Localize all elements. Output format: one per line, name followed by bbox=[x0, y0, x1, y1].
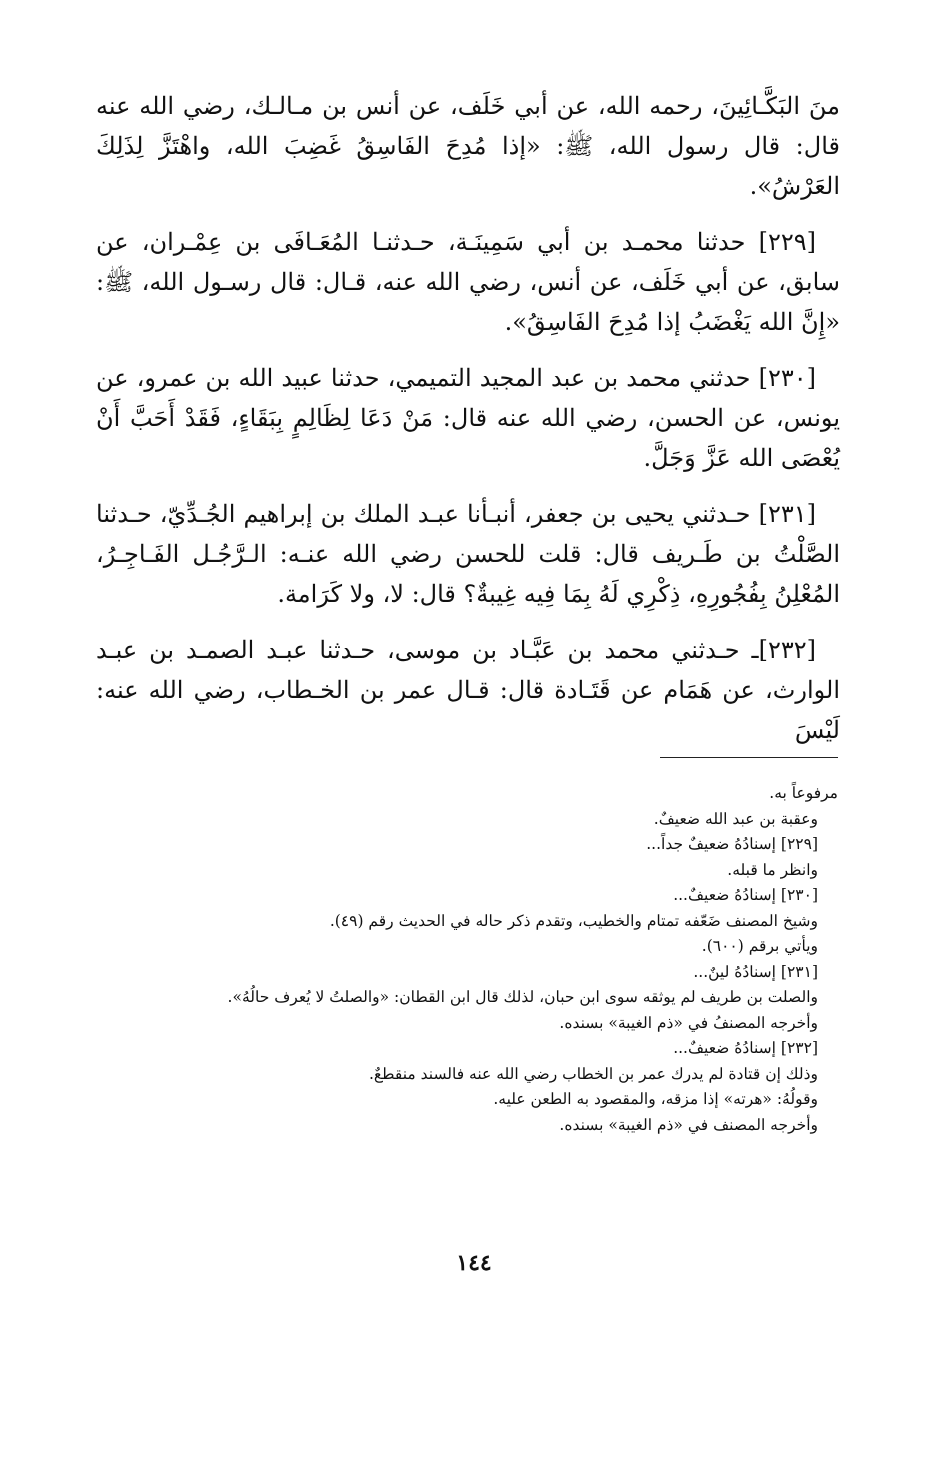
footnote-line: وانظر ما قبله. bbox=[727, 860, 818, 879]
footnote-line: [٢٣١] إسنادُهُ لينٌ... bbox=[693, 962, 818, 981]
footnotes-block bbox=[96, 781, 838, 1138]
footnote-line: وعقبة بن عبد الله ضعيفٌ. bbox=[653, 809, 818, 828]
footnote-line: وأخرجه المصنف في «ذم الغيبة» بسنده. bbox=[559, 1115, 818, 1134]
page-number: ١٤٤ bbox=[456, 1250, 492, 1276]
paragraph-intro: منَ البَكَّـائِينَ، رحمه الله، عن أبي خَلَف، عن أنس بن مـالـك، رضي الله عنه قال: قال رسول الله، ﷺ: «إذا مُدِحَ الفَاسِقُ غَضِبَ الله، واهْتَزَّ لِذَلِكَ العَرْشُ». bbox=[96, 92, 840, 200]
footnote-line: [٢٣٠] إسنادُهُ ضعيفٌ... bbox=[673, 886, 818, 904]
paragraph-hadith-230: [٢٣٠] حدثني محمد بن عبد المجيد التميمي، حدثنا عبيد الله بن عمرو، عن يونس، عن الحسن، رضي الله عنه قال: مَنْ دَعَا لِظَالِمٍ بِبَقَاءٍ، فَقَدْ أَحَبَّ أَنْ يُعْصَى الله عَزَّ وَجَلَّ. bbox=[96, 364, 840, 472]
footnote-line: وقولُهُ: «هرته» إذا مزقه، والمقصود به الطعن عليه. bbox=[493, 1090, 818, 1108]
footnote-line: [٢٢٩] إسنادُهُ ضعيفٌ جداً... bbox=[646, 835, 818, 853]
footnote-line: [٢٣٢] إسنادُهُ ضعيفٌ... bbox=[673, 1039, 818, 1057]
main-text-block bbox=[96, 86, 840, 766]
footnote-line: وذلك إن قتادة لم يدرك عمر بن الخطاب رضي الله عنه فالسند منقطعٌ. bbox=[369, 1064, 818, 1083]
footnote-line: ويأتي برقم (٦٠٠). bbox=[701, 937, 818, 955]
paragraph-hadith-229: [٢٢٩] حدثنا محمـد بن أبي سَمِينَـة، حـدثنـا المُعَـافَى بن عِمْـران، عن سابق، عن أبي خَلَف، عن أنس، رضي الله عنه، قـال: قال رسـول الله، ﷺ: «إِنَّ الله يَغْضَبُ إذا مُدِحَ الفَاسِقُ». bbox=[96, 228, 840, 336]
footnote-line: وأخرجه المصنفُ في «ذم الغيبة» بسنده. bbox=[559, 1013, 818, 1032]
footnote-divider bbox=[660, 757, 838, 758]
paragraph-hadith-232: [٢٣٢]ـ حـدثني محمد بن عَبَّـاد بن موسى، حـدثنا عبـد الصمـد بن عبـد الوارث، عن هَمَام عن قَتَـادة قال: قـال عمر بن الخـطاب، رضي الله عنه: لَيْسَ bbox=[96, 636, 840, 744]
footnote-line: وشيخ المصنف ضَعّفه تمتام والخطيب، وتقدم ذكر حاله في الحديث رقم (٤٩). bbox=[329, 911, 818, 930]
footnote-line: مرفوعاً به. bbox=[769, 784, 838, 802]
footnote-line: والصلت بن طريف لم يوثقه سوى ابن حبان، لذلك قال ابن القطان: «والصلتُ لا يُعرف حالُهُ». bbox=[227, 988, 818, 1006]
paragraph-hadith-231: [٢٣١] حـدثني يحيى بن جعفر، أنبـأنا عبـد الملك بن إبراهيم الجُـدِّيّ، حـدثنا الصَّلْتُ بن طَـريف قال: قلت للحسن رضي الله عنـه: الـرَّجُـل الفَـاجِـرُ، المُعْلِنُ بِفُجُورِهِ، ذِكْرِي لَهُ بِمَا فِيه غِيبةٌ؟ قال: لا، ولا كَرَامة. bbox=[96, 500, 840, 608]
